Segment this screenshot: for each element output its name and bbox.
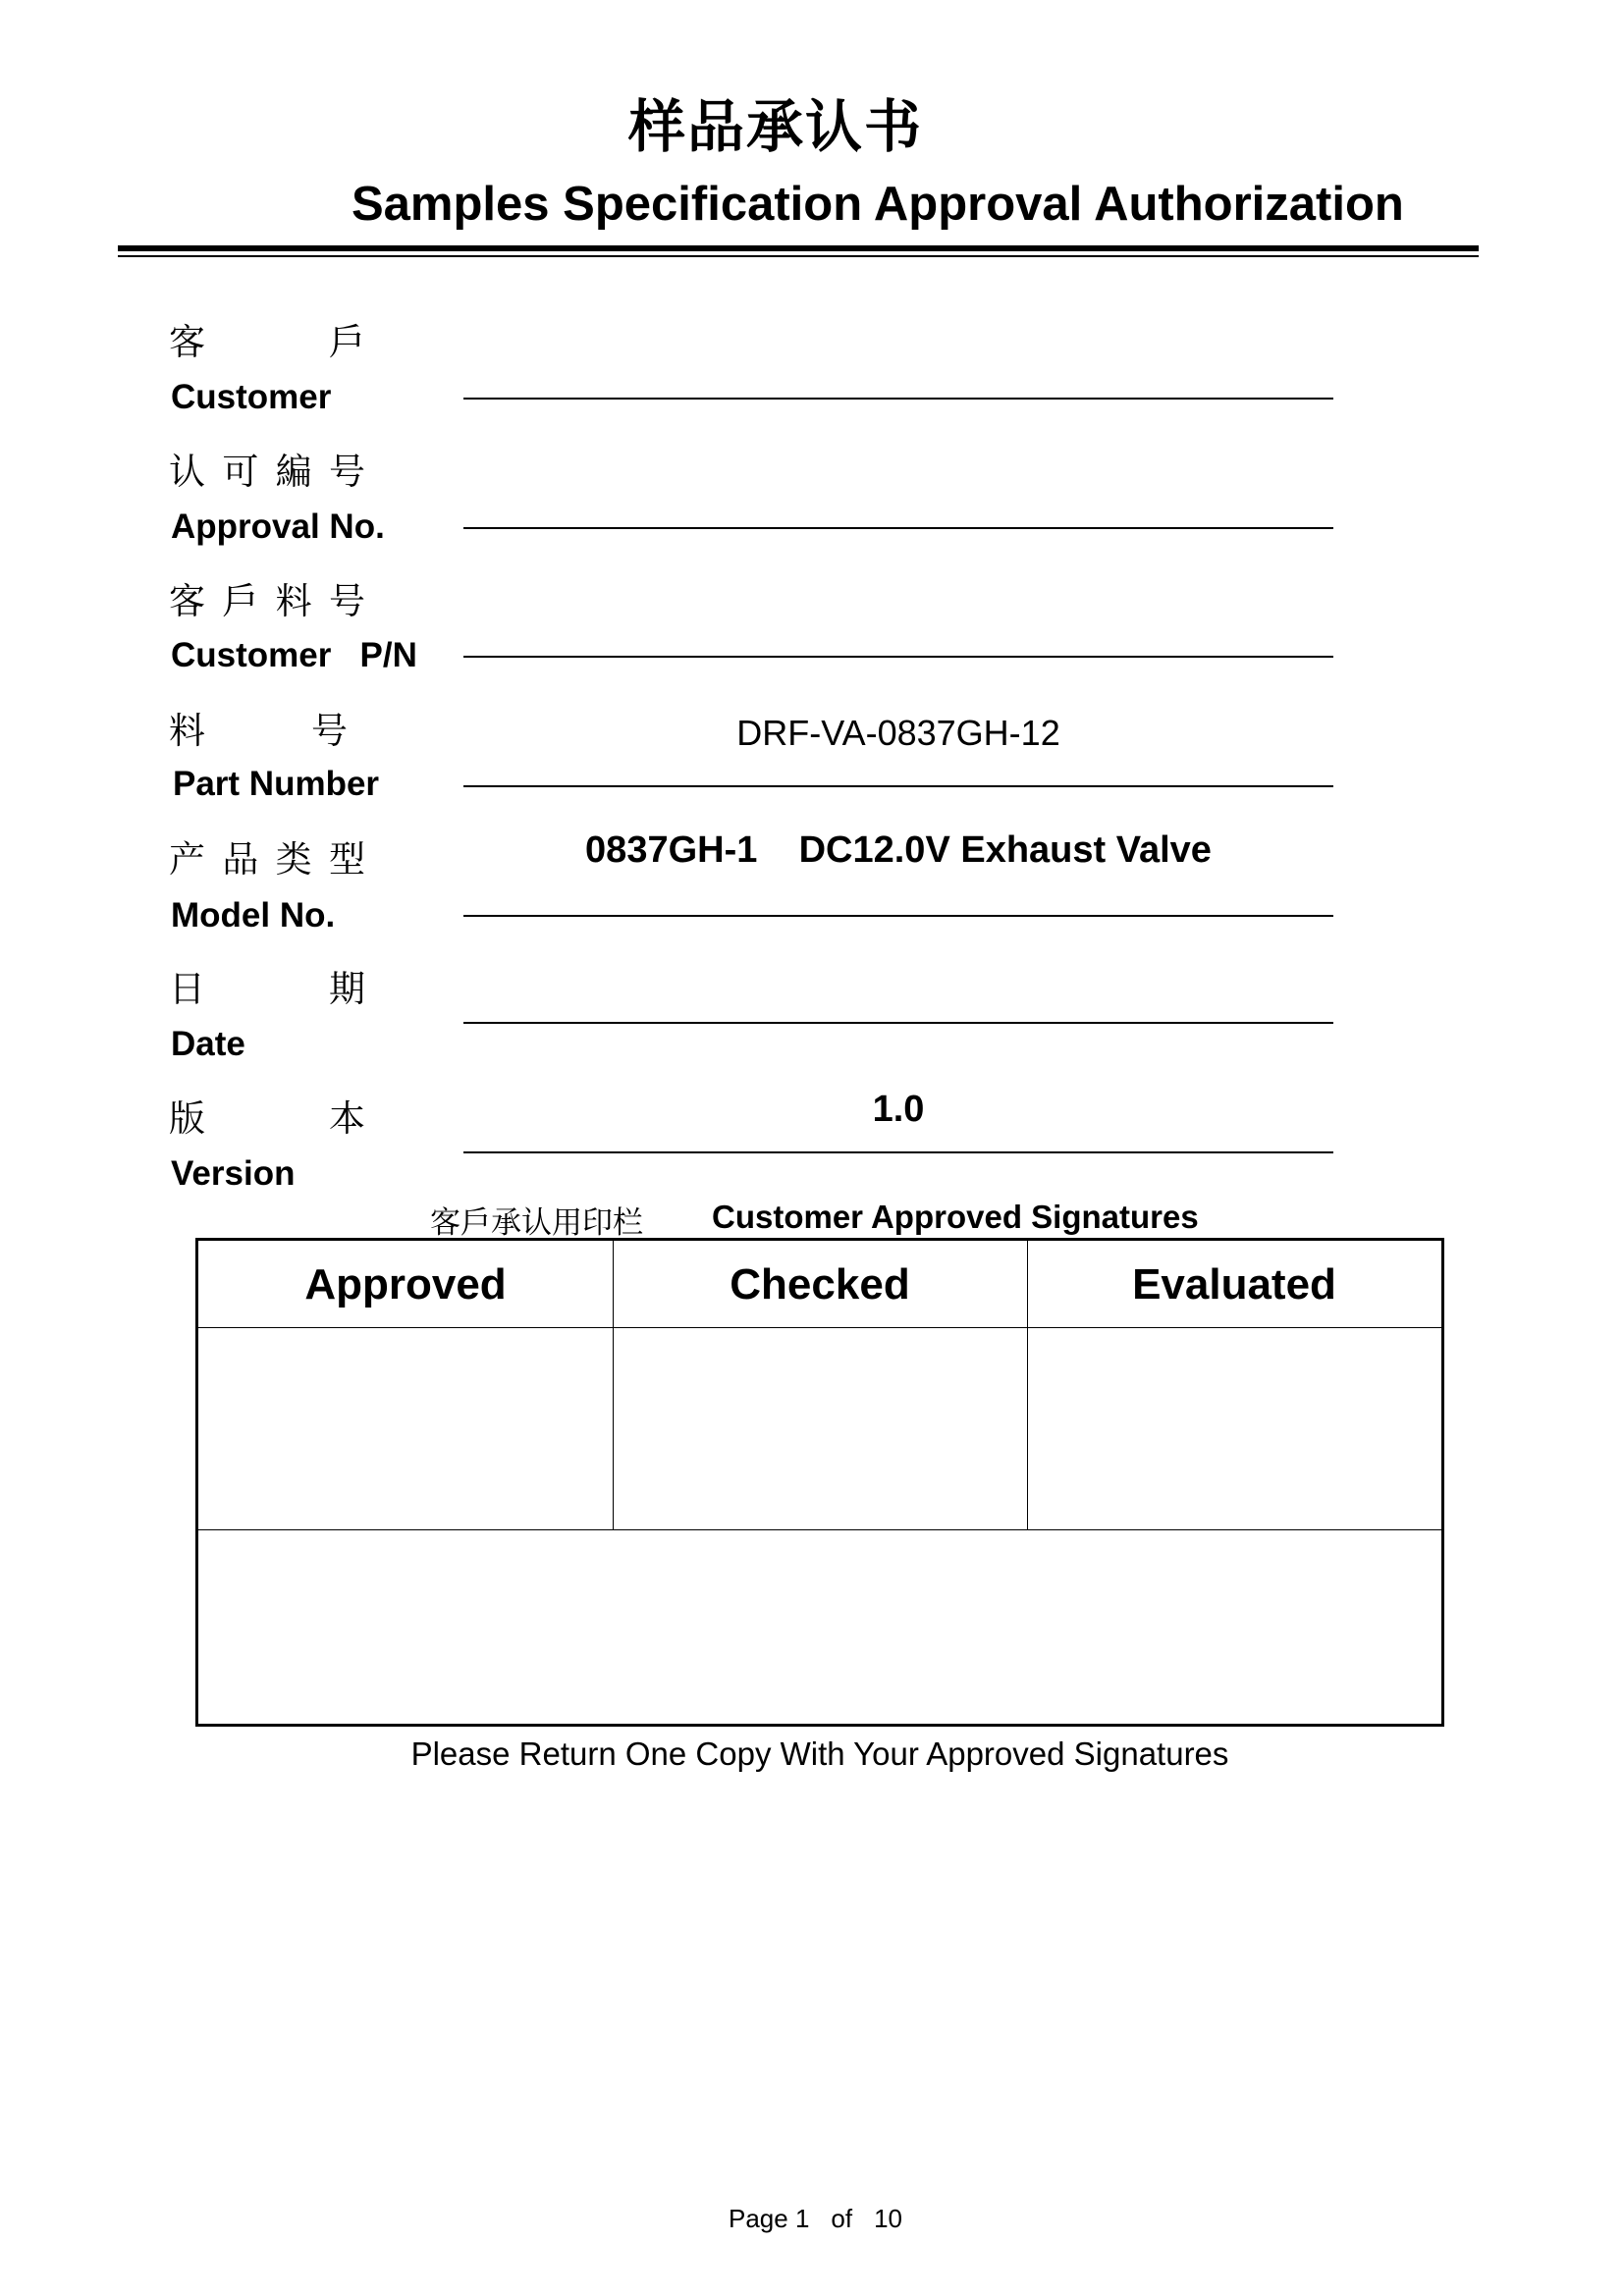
version-label: Version xyxy=(171,1154,296,1193)
signature-caption-cn: 客戶承认用印栏 xyxy=(430,1205,643,1241)
page-title-cn: 样品承认书 xyxy=(627,93,923,160)
checked-signature-cell[interactable] xyxy=(614,1328,1027,1529)
customer-pn-label: Customer P/N xyxy=(171,636,417,674)
page-number: Page 1 xyxy=(729,2204,810,2233)
part-number-field-line xyxy=(463,785,1333,787)
page-footer xyxy=(729,2204,924,2234)
approved-signature-cell[interactable] xyxy=(198,1328,613,1529)
approval-no-field-line xyxy=(463,527,1333,529)
remarks-cell[interactable] xyxy=(198,1530,1441,1724)
approval-no-label-cn: 认 可 編 号 xyxy=(169,451,365,493)
model-no-label: Model No. xyxy=(171,896,336,934)
approved-column-header: Approved xyxy=(304,1260,507,1308)
checked-column-header: Checked xyxy=(730,1260,910,1308)
page-total: 10 xyxy=(874,2204,903,2233)
model-no-label-cn: 产 品 类 型 xyxy=(169,838,365,881)
part-number-label: Part Number xyxy=(173,765,380,803)
evaluated-signature-cell[interactable] xyxy=(1028,1328,1441,1529)
signature-table xyxy=(195,1238,1444,1727)
version-label-cn: 版 本 xyxy=(169,1097,365,1140)
customer-pn-field-line xyxy=(463,656,1333,658)
model-no-field-line xyxy=(463,915,1333,917)
title-rule-thin xyxy=(118,255,1479,257)
signature-caption: Customer Approved Signatures xyxy=(712,1199,1199,1235)
model-no-value: 0837GH-1 DC12.0V Exhaust Valve xyxy=(585,829,1212,871)
date-label: Date xyxy=(171,1025,245,1063)
version-value: 1.0 xyxy=(872,1089,925,1130)
date-field-line xyxy=(463,1022,1333,1024)
evaluated-column-header: Evaluated xyxy=(1132,1260,1336,1308)
customer-label: Customer xyxy=(171,378,332,416)
customer-label-cn: 客 戶 xyxy=(169,321,365,363)
return-instruction: Please Return One Copy With Your Approved Signatures xyxy=(410,1735,1229,1772)
page-of: of xyxy=(831,2204,853,2233)
version-field-line xyxy=(463,1151,1333,1153)
approval-no-label: Approval No. xyxy=(171,507,385,546)
date-label-cn: 日 期 xyxy=(169,968,365,1010)
customer-field-line xyxy=(463,398,1333,400)
title-rule-thick xyxy=(118,245,1479,251)
customer-pn-label-cn: 客 戶 料 号 xyxy=(169,580,365,622)
page-title-en: Samples Specification Approval Authorization xyxy=(352,178,1404,231)
part-number-label-cn: 料 号 xyxy=(169,710,348,752)
part-number-value: DRF-VA-0837GH-12 xyxy=(736,713,1060,753)
